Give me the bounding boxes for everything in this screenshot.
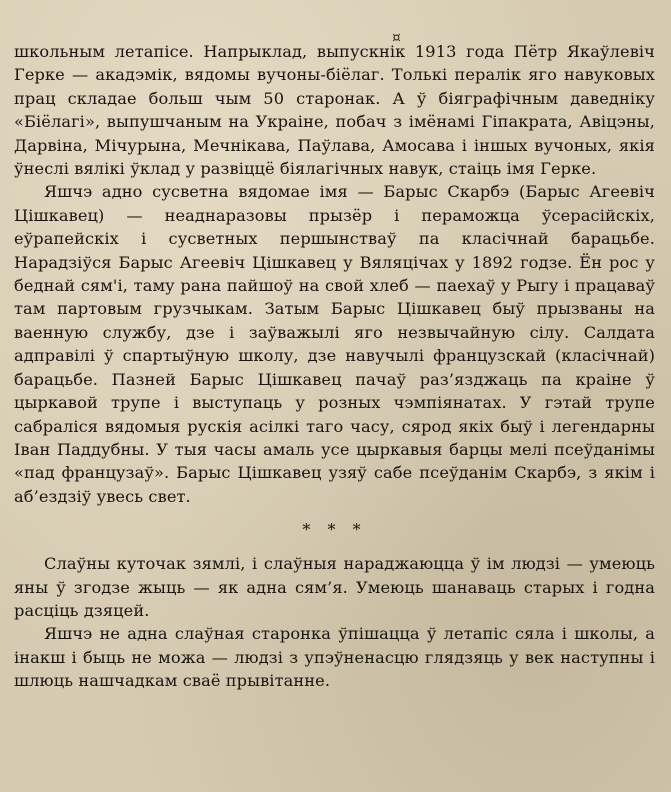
paragraph-gerke: школьным летапісе. Напрыклад, выпускнік 1913 года Пётр Якаўлевіч Герке — акадэмік, вядомы вучоны-біёлаг. Толькі пералік яго навуковых прац складае больш чым 50 старонак. А ў біяграфічным даведніку «Біёлагі», выпушчаным на Украіне, побач з імёнамі Гіпакрата, Авіцэны, Дарвіна, Мічурына, Мечнікава, Паўлава, Амосава і іншых вучоных, якія ўнеслі вялікі ўклад у развіццё біялагічных навук, стаіць імя Герке. [14, 42, 655, 179]
paragraph-future: Яшчэ не адна слаўная старонка ўпішацца ў летапіс сяла і школы, а інакш і быць не можа — людзі з упэўненасцю глядзяць у век наступны і шлюць нашчадкам сваё прывітанне. [14, 624, 655, 691]
page-mark: ¤ [392, 30, 401, 46]
section-separator: * * * [302, 520, 367, 540]
paragraph-skarbe: Яшчэ адно сусветна вядомае імя — Барыс Скарбэ (Барыс Агеевіч Цішкавец) — неаднаразовы прызёр і пераможца ўсерасійскіх, еўрапейскіх і сусветных першынстваў па класічнай барацьбе. Нарадзіўся Барыс Агеевіч Цішкавец у Вяляцічах у 1892 годзе. Ён рос у беднай сям'і, таму рана пайшоў на свой хлеб — паехаў у Рыгу і працаваў там партовым грузчыкам. Затым Барыс Цішкавец быў прызваны на ваенную службу, дзе і заўважылі яго незвычайную сілу. Салдата адправілі ў спартыўную школу, дзе навучылі французскай (класічнай) барацьбе. Пазней Барыс Цішкавец пачаў раз’язджаць па краіне ў цыркавой трупе і выступаць у розных чэмпіянатах. У гэтай трупе сабраліся вядомыя рускія асілкі таго часу, сярод якіх быў і легендарны Іван Паддубны. У тыя часы амаль усе цыркавыя барцы мелі псеўданімы «пад французаў». Барыс Цішкавец узяў сабе псеўданім Скарбэ, з якім і аб’ездзіў увесь свет. [14, 182, 655, 506]
paragraph-glorious-corner: Слаўны куточак зямлі, і слаўныя нараджаюцца ў ім людзі — умеюць яны ў згодзе жыць — як адна сям’я. Умеюць шанаваць старых і годна расціць дзяцей. [14, 554, 655, 620]
